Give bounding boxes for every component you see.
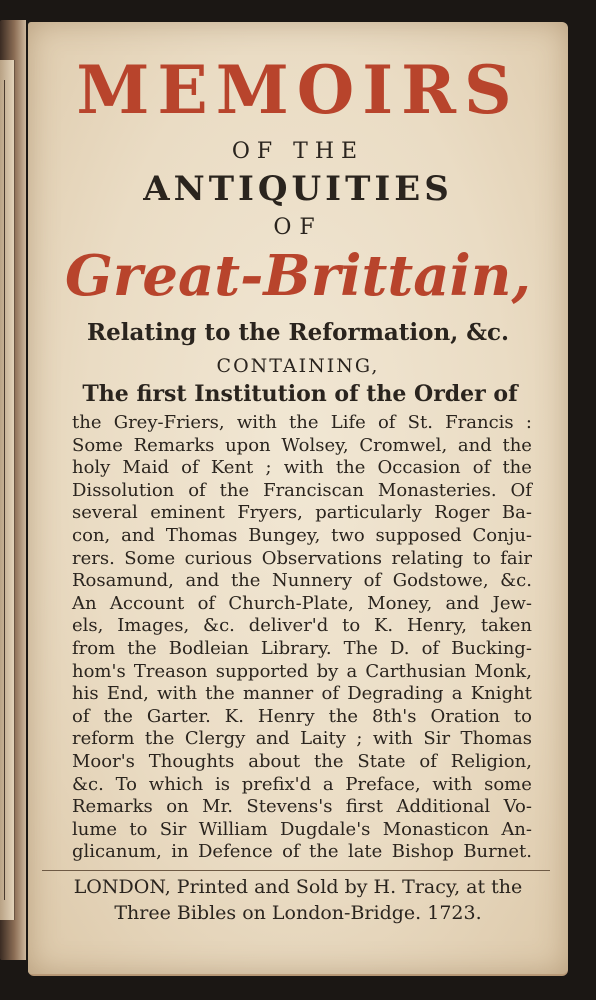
contents-word: Wolsey, — [281, 434, 349, 456]
contents-word: with — [372, 728, 413, 750]
contents-word: Cromwel, — [359, 434, 448, 456]
contents-word: Degrading — [347, 683, 444, 705]
contents-word: Oration — [430, 705, 500, 727]
contents-word: Additional — [396, 796, 491, 818]
contents-word: Mr. — [202, 796, 233, 818]
contents-line — [72, 480, 532, 502]
title-great-brittain: Great-Brittain, — [65, 243, 531, 309]
contents-word: 8th's — [372, 705, 417, 727]
contents-word: relating — [391, 547, 464, 569]
contents-word: his — [72, 683, 99, 705]
contents-word: taken — [480, 615, 532, 637]
contents-word: hom's — [72, 660, 126, 682]
contents-word: Monk, — [474, 660, 532, 682]
contents-word: the — [328, 705, 359, 727]
contents-word: Life — [330, 412, 366, 433]
contents-line — [72, 457, 532, 479]
contents-word: Carthusian — [365, 660, 467, 682]
contents-word: supposed — [375, 525, 462, 546]
contents-word: Rosamund, — [72, 570, 174, 592]
contents-word: reform — [72, 728, 135, 750]
contents-word: to — [513, 705, 532, 727]
contents-word: els, — [72, 615, 104, 637]
contents-word: several — [72, 502, 138, 524]
contents-word: the — [219, 479, 250, 501]
contents-word: Dugdale's — [280, 818, 371, 840]
contents-line — [72, 796, 532, 818]
contents-word: of — [472, 457, 491, 479]
contents-word: the — [127, 638, 157, 659]
contents-word: the — [502, 434, 532, 456]
contents-word: Henry, — [406, 615, 468, 637]
contents-line — [72, 751, 532, 773]
contents-line — [72, 412, 532, 434]
contents-line — [72, 728, 532, 750]
contents-word: on — [166, 796, 189, 818]
contents-word: Roger — [434, 502, 490, 524]
contents-word: the — [230, 570, 261, 592]
contents-word: eminent — [150, 502, 225, 524]
contents-word: Occasion — [377, 457, 461, 479]
contents-word: Account — [109, 592, 185, 614]
contents-word: Bungey, — [248, 525, 321, 546]
contents-word: curious — [184, 547, 253, 569]
contents-word: with — [236, 412, 277, 433]
title-page — [28, 22, 568, 974]
contents-word: Jew- — [492, 592, 532, 614]
contents-word: holy — [72, 457, 111, 479]
contents-word: a — [451, 683, 463, 705]
contents-line — [72, 502, 532, 524]
contents-word: Preface, — [345, 773, 421, 795]
contents-word: Maid — [122, 457, 169, 479]
contents-word: deliver'd — [248, 615, 329, 637]
title-memoirs: MEMOIRS — [76, 51, 520, 129]
contents-line — [72, 706, 532, 728]
contents-word: rers. — [72, 547, 115, 569]
contents-word: End, — [106, 683, 149, 705]
contents-word: D. — [390, 638, 410, 659]
contents-word: prefix'd — [241, 773, 312, 795]
contents-word: Treason — [133, 660, 208, 682]
contents-word: two — [331, 525, 365, 546]
contents-word: about — [248, 751, 301, 772]
contents-line — [72, 638, 532, 660]
contents-word: Ba- — [501, 502, 532, 524]
contents-line — [72, 570, 532, 592]
contents-line — [72, 615, 532, 637]
contents-word: Sir — [423, 728, 451, 750]
contents-word: of — [181, 457, 199, 479]
contents-word: Some — [72, 434, 123, 456]
contents-word: the — [72, 412, 102, 433]
contents-word: Observations — [261, 547, 383, 569]
contents-word: The — [343, 638, 378, 659]
contents-line — [72, 661, 532, 683]
contents-word: Garter. — [146, 705, 211, 727]
contents-word: late — [347, 841, 383, 863]
contents-word: a — [346, 660, 358, 682]
contents-word: of — [72, 705, 90, 727]
contents-word: Monasteries. — [377, 479, 497, 501]
contents-word: Thomas — [165, 525, 238, 546]
contents-word: State — [357, 751, 406, 772]
contents-word: Sir — [159, 818, 187, 840]
contents-word: with — [157, 683, 198, 705]
contents-word: Dissolution — [72, 479, 175, 501]
contents-word: Laity — [300, 728, 346, 750]
imprint-line-2: Three Bibles on London-Bridge. 1723. — [114, 902, 482, 924]
contents-word: some — [484, 773, 532, 795]
contents-word: Grey-Friers, — [113, 412, 225, 433]
contents-word: An — [72, 592, 97, 614]
contents-word: of — [321, 683, 339, 705]
contents-word: the — [502, 457, 532, 479]
contents-word: K. — [373, 615, 394, 637]
contents-word: Vo- — [503, 796, 532, 818]
contents-word: the — [103, 705, 133, 727]
contents-word: St. — [407, 412, 433, 433]
contents-word: and — [255, 728, 290, 750]
contents-word: ; — [265, 457, 272, 479]
contents-word: Some — [124, 547, 176, 569]
containing-heading: CONTAINING, — [216, 355, 380, 377]
contents-word: the — [205, 683, 235, 705]
title-of-the: OF THE — [231, 139, 365, 164]
contents-word: to — [129, 818, 148, 840]
contents-word: the — [309, 841, 339, 863]
contents-word: the — [144, 728, 175, 750]
contents-line — [72, 525, 532, 547]
contents-word: and — [445, 592, 480, 614]
imprint-line-1: LONDON, Printed and Sold by H. Tracy, at the — [73, 876, 523, 898]
contents-word: Remarks — [133, 434, 215, 456]
contents-word: supported — [215, 660, 309, 682]
contents-word: &c. — [203, 615, 235, 637]
contents-word: of — [282, 841, 300, 863]
contents-word: Burnet. — [463, 841, 532, 863]
subtitle-relating: Relating to the Reformation, &c. — [86, 319, 510, 346]
contents-word: to — [342, 615, 361, 637]
contents-word: and — [185, 570, 220, 592]
left-page-edge — [0, 60, 15, 920]
contents-word: Clergy — [184, 728, 246, 750]
contents-word: the — [314, 751, 344, 772]
contents-word: of — [363, 570, 382, 592]
contents-word: Godstowe, — [392, 570, 489, 592]
contents-word: and — [457, 434, 492, 456]
contents-word: Francis — [445, 412, 514, 433]
contents-word: Moor's — [72, 751, 135, 772]
imprint-rule — [42, 870, 550, 871]
contents-word: fair — [500, 547, 532, 569]
contents-line — [72, 819, 532, 841]
contents-line — [72, 683, 532, 705]
contents-word: Thomas — [460, 728, 532, 750]
contents-word: the — [335, 457, 366, 479]
contents-line — [72, 841, 532, 863]
contents-word: Henry — [257, 705, 315, 727]
contents-word: of — [197, 592, 216, 614]
contents-word: An- — [501, 818, 532, 840]
contents-word: glicanum, — [72, 841, 162, 863]
contents-word: Kent — [210, 457, 254, 479]
contents-word: Remarks — [72, 796, 153, 818]
lead-line: The first Institution of the Order of — [82, 381, 518, 407]
contents-word: to — [472, 547, 491, 569]
contents-word: lume — [72, 818, 118, 840]
contents-word: in — [171, 841, 189, 863]
contents-word: with — [432, 773, 473, 795]
contents-word: manner — [243, 683, 314, 705]
title-of: OF — [273, 215, 323, 240]
contents-word: To — [115, 773, 138, 795]
contents-word: Fryers, — [237, 502, 303, 524]
contents-word: by — [316, 660, 339, 682]
contents-word: Religion, — [450, 751, 532, 772]
contents-word: Knight — [470, 683, 532, 705]
contents-word: of — [421, 638, 440, 659]
contents-word: is — [214, 773, 230, 795]
contents-word: Bucking- — [451, 638, 532, 659]
contents-line — [72, 548, 532, 570]
title-antiquities: ANTIQUITIES — [143, 169, 453, 209]
contents-line — [72, 593, 532, 615]
left-page-rule — [4, 80, 5, 900]
contents-word: con, — [72, 525, 111, 546]
contents-word: &c. — [72, 773, 104, 795]
contents-word: of — [188, 479, 206, 501]
contents-word: Stevens's — [246, 796, 333, 818]
contents-word: upon — [225, 434, 271, 456]
contents-word: a — [322, 773, 334, 795]
contents-word: ; — [356, 728, 363, 750]
contents-line — [72, 435, 532, 457]
contents-word: Bodleian — [168, 638, 249, 659]
contents-word: Library. — [260, 638, 332, 659]
contents-word: Nunnery — [272, 570, 352, 592]
contents-word: Of — [510, 479, 532, 501]
contents-word: particularly — [315, 502, 422, 524]
contents-word: Franciscan — [263, 479, 364, 501]
contents-word: Thoughts — [148, 751, 235, 772]
contents-word: &c. — [500, 570, 532, 592]
contents-word: which — [148, 773, 204, 795]
contents-word: with — [283, 457, 324, 479]
contents-word: Images, — [117, 615, 190, 637]
contents-word: Defence — [198, 841, 273, 863]
contents-line — [72, 774, 532, 796]
contents-word: Money, — [367, 592, 433, 614]
contents-word: Bishop — [391, 841, 454, 863]
contents-word: : — [525, 412, 532, 433]
contents-word: William — [198, 818, 268, 840]
contents-word: the — [289, 412, 319, 433]
contents-word: K. — [224, 705, 244, 727]
contents-word: of — [377, 412, 396, 433]
contents-word: of — [419, 751, 437, 772]
contents-word: Conju- — [472, 525, 532, 546]
contents-word: Monasticon — [382, 818, 490, 840]
contents-word: and — [121, 525, 155, 546]
contents-word: from — [72, 638, 116, 659]
contents-word: first — [345, 796, 384, 818]
contents-word: Church-Plate, — [228, 592, 354, 614]
